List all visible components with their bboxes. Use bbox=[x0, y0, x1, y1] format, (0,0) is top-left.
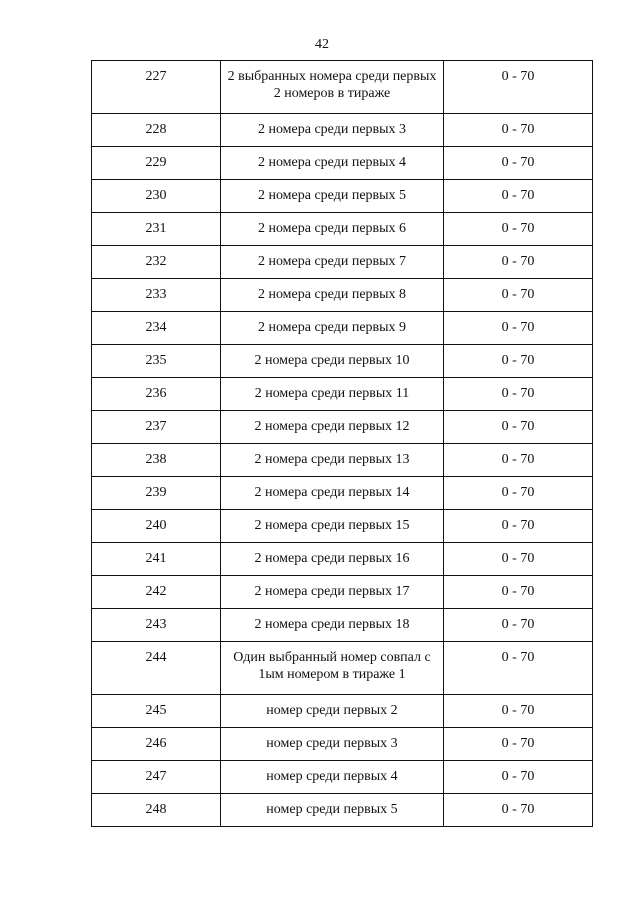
page-number: 42 bbox=[315, 37, 329, 52]
table-row bbox=[92, 378, 593, 411]
row-description-cell: Один выбранный номер совпал с 1ым номером в тираже 1 bbox=[221, 642, 444, 695]
row-number-cell: 248 bbox=[92, 794, 221, 827]
table-row bbox=[92, 794, 593, 827]
table-row bbox=[92, 114, 593, 147]
row-number-cell: 237 bbox=[92, 411, 221, 444]
table-row bbox=[92, 761, 593, 794]
row-number-cell: 247 bbox=[92, 761, 221, 794]
table-row bbox=[92, 279, 593, 312]
row-number-cell: 228 bbox=[92, 114, 221, 147]
row-description-cell: 2 номера среди первых 4 bbox=[221, 147, 444, 180]
table-row bbox=[92, 642, 593, 695]
table-body bbox=[92, 61, 593, 827]
row-number-cell: 245 bbox=[92, 695, 221, 728]
row-number-cell: 233 bbox=[92, 279, 221, 312]
row-number-cell: 234 bbox=[92, 312, 221, 345]
table-row bbox=[92, 444, 593, 477]
row-range-cell: 0 - 70 bbox=[444, 477, 593, 510]
row-range-cell: 0 - 70 bbox=[444, 312, 593, 345]
table-row bbox=[92, 576, 593, 609]
row-range-cell: 0 - 70 bbox=[444, 642, 593, 695]
table-row bbox=[92, 180, 593, 213]
table-row bbox=[92, 61, 593, 114]
row-number-cell: 239 bbox=[92, 477, 221, 510]
row-description-cell: 2 номера среди первых 14 bbox=[221, 477, 444, 510]
row-description-cell: 2 номера среди первых 12 bbox=[221, 411, 444, 444]
row-description-cell: 2 номера среди первых 5 bbox=[221, 180, 444, 213]
row-range-cell: 0 - 70 bbox=[444, 609, 593, 642]
row-number-cell: 238 bbox=[92, 444, 221, 477]
row-range-cell: 0 - 70 bbox=[444, 794, 593, 827]
row-range-cell: 0 - 70 bbox=[444, 345, 593, 378]
table-row bbox=[92, 411, 593, 444]
row-range-cell: 0 - 70 bbox=[444, 695, 593, 728]
row-description-cell: 2 номера среди первых 10 bbox=[221, 345, 444, 378]
row-description-cell: 2 номера среди первых 6 bbox=[221, 213, 444, 246]
row-number-cell: 242 bbox=[92, 576, 221, 609]
row-description-cell: 2 номера среди первых 11 bbox=[221, 378, 444, 411]
row-range-cell: 0 - 70 bbox=[444, 510, 593, 543]
row-number-cell: 227 bbox=[92, 61, 221, 114]
row-range-cell: 0 - 70 bbox=[444, 543, 593, 576]
row-description-cell: номер среди первых 4 bbox=[221, 761, 444, 794]
row-number-cell: 235 bbox=[92, 345, 221, 378]
table-row bbox=[92, 695, 593, 728]
row-description-cell: 2 номера среди первых 13 bbox=[221, 444, 444, 477]
row-description-cell: номер среди первых 3 bbox=[221, 728, 444, 761]
row-range-cell: 0 - 70 bbox=[444, 213, 593, 246]
row-description-cell: номер среди первых 2 bbox=[221, 695, 444, 728]
row-number-cell: 236 bbox=[92, 378, 221, 411]
table-row bbox=[92, 147, 593, 180]
row-description-cell: 2 номера среди первых 18 bbox=[221, 609, 444, 642]
row-range-cell: 0 - 70 bbox=[444, 114, 593, 147]
row-range-cell: 0 - 70 bbox=[444, 411, 593, 444]
table-row bbox=[92, 543, 593, 576]
row-range-cell: 0 - 70 bbox=[444, 728, 593, 761]
row-range-cell: 0 - 70 bbox=[444, 279, 593, 312]
row-description-cell: номер среди первых 5 bbox=[221, 794, 444, 827]
table-row bbox=[92, 728, 593, 761]
row-number-cell: 231 bbox=[92, 213, 221, 246]
table-row bbox=[92, 510, 593, 543]
table-row bbox=[92, 213, 593, 246]
table-row bbox=[92, 312, 593, 345]
row-description-cell: 2 номера среди первых 16 bbox=[221, 543, 444, 576]
data-table bbox=[91, 60, 593, 827]
row-range-cell: 0 - 70 bbox=[444, 761, 593, 794]
row-description-cell: 2 номера среди первых 3 bbox=[221, 114, 444, 147]
row-range-cell: 0 - 70 bbox=[444, 61, 593, 114]
row-number-cell: 243 bbox=[92, 609, 221, 642]
row-range-cell: 0 - 70 bbox=[444, 180, 593, 213]
row-description-cell: 2 номера среди первых 17 bbox=[221, 576, 444, 609]
row-number-cell: 246 bbox=[92, 728, 221, 761]
row-range-cell: 0 - 70 bbox=[444, 246, 593, 279]
row-number-cell: 229 bbox=[92, 147, 221, 180]
table-row bbox=[92, 345, 593, 378]
row-number-cell: 244 bbox=[92, 642, 221, 695]
row-range-cell: 0 - 70 bbox=[444, 147, 593, 180]
row-number-cell: 232 bbox=[92, 246, 221, 279]
table-row bbox=[92, 246, 593, 279]
row-number-cell: 230 bbox=[92, 180, 221, 213]
row-number-cell: 241 bbox=[92, 543, 221, 576]
row-description-cell: 2 выбранных номера среди первых 2 номеров в тираже bbox=[221, 61, 444, 114]
row-range-cell: 0 - 70 bbox=[444, 444, 593, 477]
table-row bbox=[92, 609, 593, 642]
row-number-cell: 240 bbox=[92, 510, 221, 543]
row-range-cell: 0 - 70 bbox=[444, 378, 593, 411]
row-description-cell: 2 номера среди первых 7 bbox=[221, 246, 444, 279]
row-description-cell: 2 номера среди первых 8 bbox=[221, 279, 444, 312]
table-row bbox=[92, 477, 593, 510]
row-description-cell: 2 номера среди первых 9 bbox=[221, 312, 444, 345]
row-range-cell: 0 - 70 bbox=[444, 576, 593, 609]
row-description-cell: 2 номера среди первых 15 bbox=[221, 510, 444, 543]
